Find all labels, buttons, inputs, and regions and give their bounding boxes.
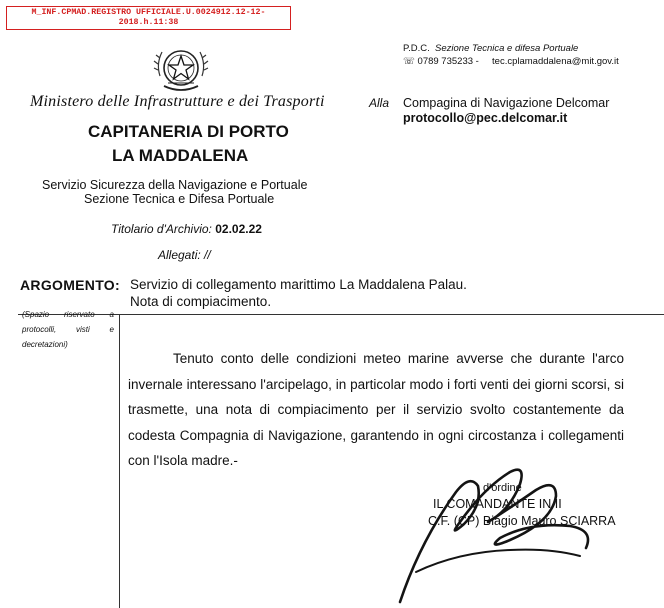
ministry-name: Ministero delle Infrastrutture e dei Trasporti xyxy=(30,93,325,110)
titolario xyxy=(111,222,262,236)
italian-republic-emblem-icon xyxy=(146,42,216,98)
signature-line2: IL COMANDANTE IN II xyxy=(433,497,562,511)
subject-label: ARGOMENTO: xyxy=(20,277,120,293)
recipient-label: Alla xyxy=(369,96,390,110)
allegati-label: Allegati: xyxy=(158,248,201,262)
office-title-line2: LA MADDALENA xyxy=(112,146,249,165)
body-paragraph: Tenuto conto delle condizioni meteo marine avverse che durante l'arco invernale interessano l'arcipelago, in particolar modo i forti venti dei giorni scorsi, si trasmette, una nota di compiacimento per il servizio svolto costantemente da codesta Compagnia di Navigazione, garantendo in ogni circostanza i collegamenti con l'Isola madre.- xyxy=(128,351,624,468)
allegati-value: // xyxy=(204,248,211,262)
protocol-stamp-line1: M_INF.CPMAD.REGISTRO UFFICIALE.U.0024912.12-12- xyxy=(31,8,266,17)
service-line1: Servizio Sicurezza della Navigazione e Portuale xyxy=(42,178,308,192)
horizontal-divider xyxy=(18,314,664,315)
margin-note xyxy=(22,307,114,352)
titolario-label: Titolario d'Archivio: xyxy=(111,222,212,236)
subject-line1: Servizio di collegamento marittimo La Maddalena Palau. xyxy=(130,277,467,292)
protocol-stamp xyxy=(6,6,291,30)
recipient-name: Compagina di Navigazione Delcomar xyxy=(403,96,610,110)
office-title-line1: CAPITANERIA DI PORTO xyxy=(88,122,289,141)
handwritten-signature-icon xyxy=(360,452,664,608)
margin-note-line1: (Spazio riservato a xyxy=(22,310,114,319)
margin-note-line3: decretazioni) xyxy=(22,340,68,349)
contact-line xyxy=(403,56,619,67)
subject-line2: Nota di compiacimento. xyxy=(130,294,272,309)
allegati xyxy=(158,248,211,262)
signature-line1: d'ordine xyxy=(483,482,522,494)
pdc-value: Sezione Tecnica e difesa Portuale xyxy=(435,43,579,54)
signature-line3: C.F. (CP) Biagio Mauro SCIARRA xyxy=(428,514,616,528)
telephone-icon: ☏ xyxy=(403,56,415,67)
protocol-stamp-line2: 2018.h.11:38 xyxy=(118,18,179,27)
margin-note-line2: protocolli, visti e xyxy=(22,325,114,334)
phone-number: 0789 735233 - xyxy=(417,56,479,67)
vertical-divider xyxy=(119,314,120,608)
pdc-label: P.D.C. xyxy=(403,43,430,54)
titolario-value: 02.02.22 xyxy=(215,222,262,236)
recipient-email[interactable]: protocollo@pec.delcomar.it xyxy=(403,111,568,125)
contact-email[interactable]: tec.cplamaddalena@mit.gov.it xyxy=(492,56,619,67)
pdc-line xyxy=(403,43,578,54)
service-line2: Sezione Tecnica e Difesa Portuale xyxy=(84,192,275,206)
